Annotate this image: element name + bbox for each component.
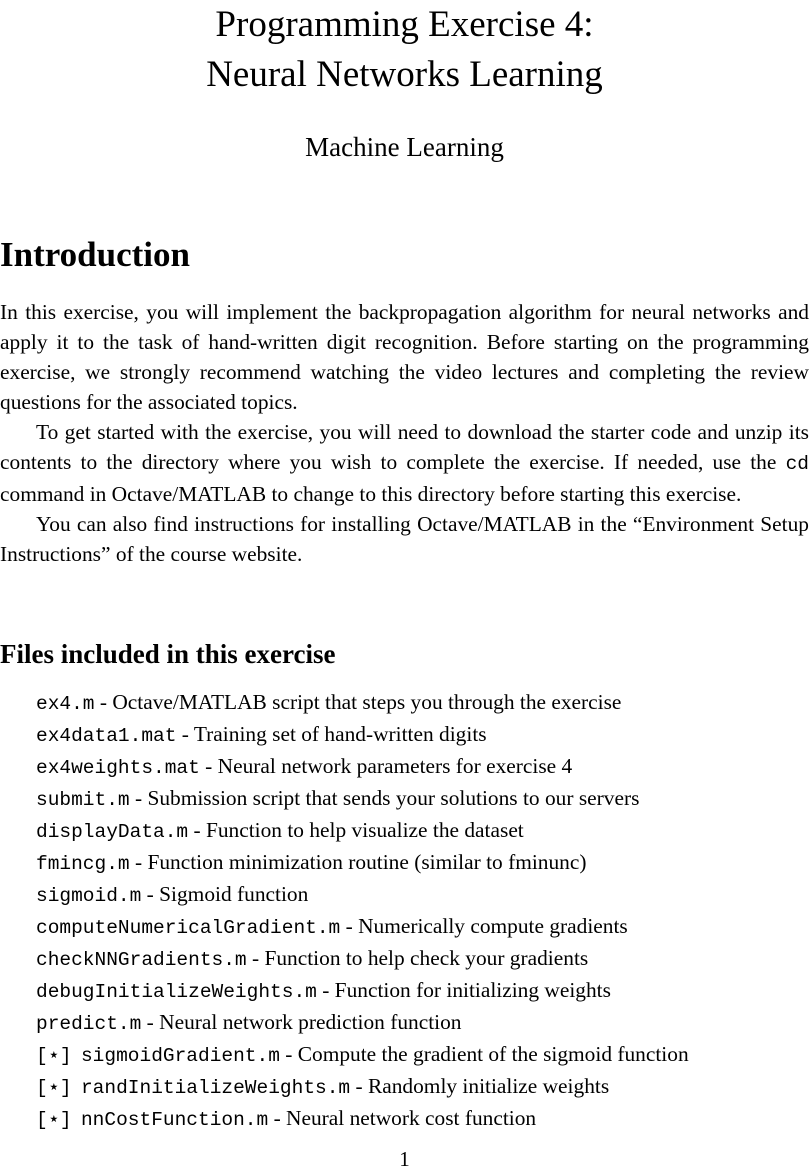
file-list-item: [36, 815, 809, 847]
file-name: submit.m: [36, 789, 130, 811]
section-heading-introduction: Introduction: [0, 235, 190, 274]
file-list-item: [36, 847, 809, 879]
intro-paragraph-2-text-a: To get started with the exercise, you will need to download the starter code and unzip its contents to the directory where you wish to complete the exercise. If needed, use the: [0, 420, 809, 474]
intro-paragraph-2: [0, 417, 809, 509]
intro-paragraph-1: In this exercise, you will implement the backpropagation algorithm for neural networks and apply it to the task of hand-written digit recognition. Before starting on the programming exercise, we strongly recommend watching the video lectures and completing the review questions for the associated topics.: [0, 300, 809, 414]
file-description: - Compute the gradient of the sigmoid function: [279, 1042, 689, 1066]
page-number: 1: [399, 1147, 410, 1171]
file-description: - Function for initializing weights: [316, 978, 611, 1002]
star-marker: [⋆]: [36, 1077, 72, 1099]
file-description: - Octave/MATLAB script that steps you through the exercise: [94, 690, 622, 714]
file-description: - Randomly initialize weights: [350, 1074, 610, 1098]
intro-paragraph-2-text-b: command in Octave/MATLAB to change to this directory before starting this exercise.: [0, 482, 742, 506]
file-list-item: [36, 911, 809, 943]
title-line-1: Programming Exercise 4:: [215, 4, 594, 45]
file-list-item: [36, 687, 809, 719]
file-name: ex4data1.mat: [36, 725, 177, 747]
file-list-item: [36, 943, 809, 975]
file-description: - Numerically compute gradients: [340, 914, 628, 938]
file-description: - Sigmoid function: [141, 882, 309, 906]
file-list-item: [36, 719, 809, 751]
file-list: [36, 687, 809, 1135]
star-marker: [⋆]: [36, 1045, 72, 1067]
file-name: fmincg.m: [36, 853, 130, 875]
file-name: computeNumericalGradient.m: [36, 917, 341, 939]
file-name: nnCostFunction.m: [80, 1109, 269, 1131]
file-description: - Training set of hand-written digits: [176, 722, 487, 746]
file-list-item: [36, 1007, 809, 1039]
file-name: displayData.m: [36, 821, 189, 843]
file-description: - Function to help check your gradients: [246, 946, 589, 970]
section-heading-files: Files included in this exercise: [0, 639, 336, 669]
file-name: randInitializeWeights.m: [80, 1077, 351, 1099]
file-description: - Neural network parameters for exercise 4: [199, 754, 573, 778]
intro-paragraph-3: You can also find instructions for installing Octave/MATLAB in the “Environment Setup Instructions” of the course website.: [0, 512, 809, 566]
file-name: sigmoid.m: [36, 885, 142, 907]
file-name: checkNNGradients.m: [36, 949, 247, 971]
file-name: ex4weights.mat: [36, 757, 200, 779]
course-subtitle: Machine Learning: [305, 132, 504, 162]
file-list-item-starred: [36, 1071, 809, 1103]
file-list-item: [36, 975, 809, 1007]
file-name: predict.m: [36, 1013, 142, 1035]
introduction-body: [0, 297, 809, 569]
file-list-item: [36, 751, 809, 783]
file-list-item: [36, 879, 809, 911]
file-list-item: [36, 783, 809, 815]
file-name: debugInitializeWeights.m: [36, 981, 317, 1003]
file-description: - Function minimization routine (similar to fminunc): [129, 850, 587, 874]
file-description: - Neural network prediction function: [141, 1010, 462, 1034]
star-marker: [⋆]: [36, 1109, 72, 1131]
file-description: - Function to help visualize the dataset: [188, 818, 524, 842]
cd-command-code: cd: [785, 453, 809, 475]
file-name: sigmoidGradient.m: [80, 1045, 280, 1067]
file-name: ex4.m: [36, 693, 95, 715]
file-list-item-starred: [36, 1103, 809, 1135]
document-title: [0, 0, 809, 100]
file-description: - Neural network cost function: [268, 1106, 537, 1130]
file-list-item-starred: [36, 1039, 809, 1071]
title-line-2: Neural Networks Learning: [206, 54, 603, 95]
file-description: - Submission script that sends your solutions to our servers: [129, 786, 640, 810]
